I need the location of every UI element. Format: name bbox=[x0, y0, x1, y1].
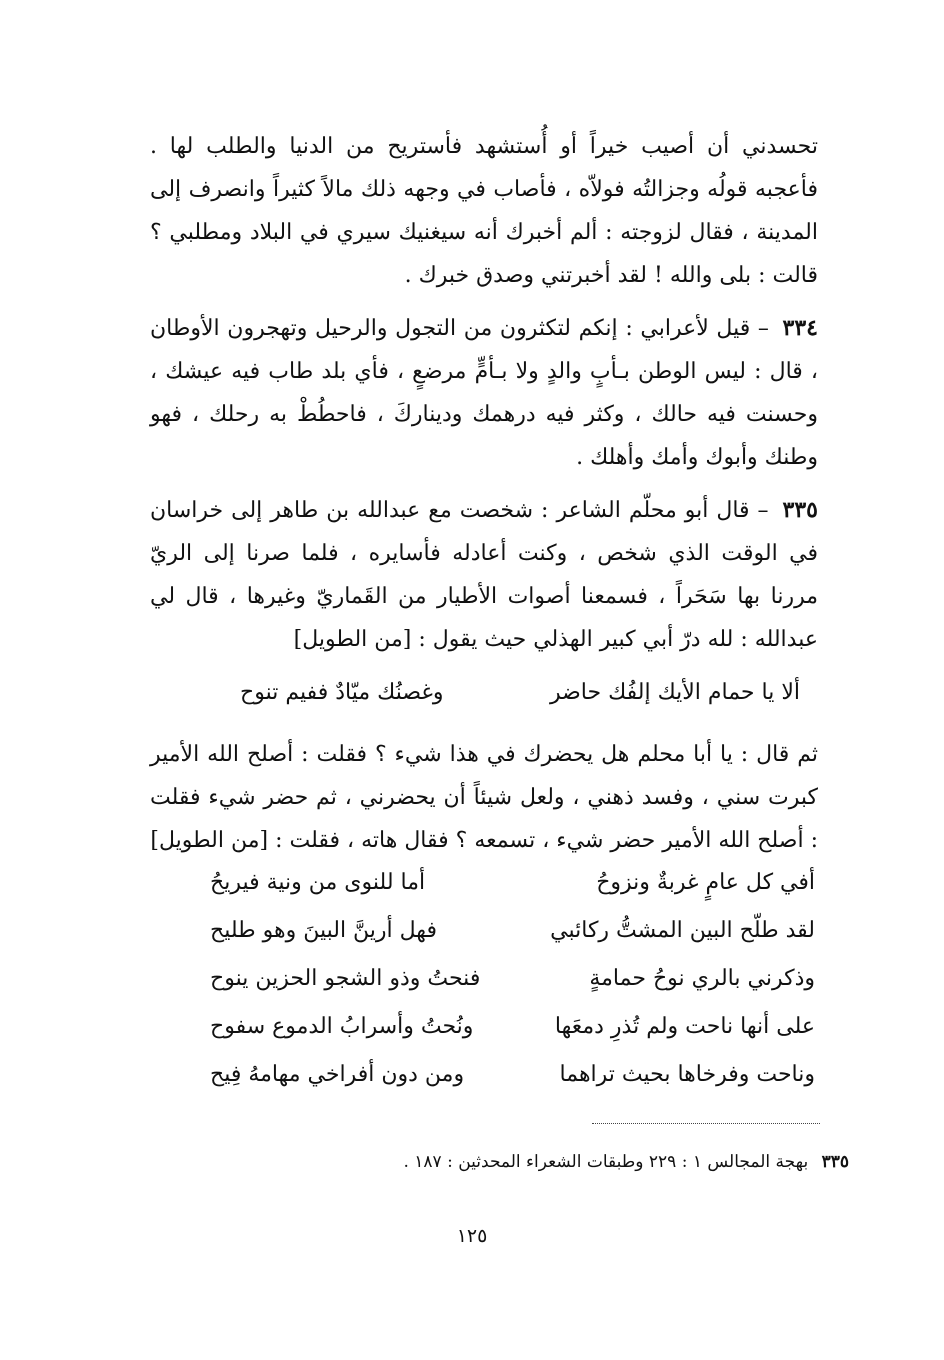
verse-second-hemistich: ونُحتُ وأسرابُ الدموع سفوح bbox=[210, 1014, 474, 1039]
main-text bbox=[150, 125, 818, 671]
paragraph-text: ثم قال : يا أبا محلم هل يحضرك في هذا شيء ؟ فقلت : أصلح الله الأمير كبرت سني ، وفسد ذهني ، ولعل شيئاً أن يحضرني ، ثم حضر شيء فقلت : أصلح الله الأمير حضر شيء ، تسمعه ؟ فقال هاته ، فقلت : [من الطويل] bbox=[150, 742, 818, 853]
paragraph-after-verse bbox=[150, 733, 818, 862]
poem bbox=[210, 870, 815, 1110]
paragraph-text: – قال أبو محلّم الشاعر : شخصت مع عبدالله بن طاهر إلى خراسان في الوقت الذي شخص ، وكنت أعادله فأسايره ، فلما صرنا إلى الريّ مررنا بها سَحَراً ، فسمعنا أصوات الأطيار من القَماريّ وغيرها ، قال لي عبدالله : لله درّ أبي كبير الهذلي حيث يقول : [من الطويل] bbox=[150, 498, 818, 652]
main-text-continued bbox=[150, 733, 818, 872]
footnote bbox=[403, 1152, 849, 1172]
poem-verse bbox=[210, 870, 815, 918]
paragraph-335 bbox=[150, 489, 818, 661]
verse-first-hemistich: على أنها ناحت ولم تُذرِ دمعَها bbox=[554, 1014, 815, 1039]
poem-verse bbox=[210, 918, 815, 966]
poem-verse bbox=[210, 1062, 815, 1110]
poem-verse bbox=[210, 966, 815, 1014]
verse-first-hemistich: وناحت وفرخاها بحيث تراهما bbox=[559, 1062, 815, 1087]
footnote-number: ٣٣٥ bbox=[821, 1152, 849, 1172]
entry-number: ٣٣٤ bbox=[782, 315, 818, 341]
verse-first-hemistich: لقد طلّح البين المشتُّ ركائبي bbox=[550, 918, 815, 943]
verse-second-hemistich: وغصنُك ميّادٌ ففيم تنوح bbox=[240, 680, 444, 705]
verse-first-hemistich: ألا يا حمام الأيك إلفُك حاضر bbox=[549, 680, 800, 705]
paragraph-text: – قيل لأعرابي : إنكم لتكثرون من التجول والرحيل وتهجرون الأوطان ، قال : ليس الوطن بـأبٍ والدٍ ولا بـأمٍّ مرضعٍ ، فأي بلد طاب فيه عيشك ، وحسنت فيه حالك ، وكثر فيه درهمك وديناركَ ، فاحطُطْ به رحلك ، فهو وطنك وأبوك وأمك وأهلك . bbox=[150, 316, 818, 470]
verse-second-hemistich: ومن دون أفراخي مهامهُ فِيح bbox=[210, 1062, 465, 1087]
verse-second-hemistich: فهل أرينَّ البينَ وهو طليح bbox=[210, 918, 437, 943]
footnote-separator bbox=[592, 1123, 820, 1124]
verse-first-hemistich: أفي كل عامٍ غربةٌ ونزوحُ bbox=[596, 870, 815, 895]
verse-second-hemistich: أما للنوى من ونية فيريحُ bbox=[210, 870, 426, 895]
paragraph-text: تحسدني أن أصيب خيراً أو أُستشهد فأستريح من الدنيا والطلب لها . فأعجبه قولُه وجزالتُه فولاّه ، فأصاب في وجهه ذلك مالاً كثيراً وانصرف إلى المدينة ، فقال لزوجته : ألم أخبرك أنه سيغنيك سيري في البلاد ومطلبي ؟ قالت : بلى والله ! لقد أخبرتني وصدق خبرك . bbox=[150, 134, 818, 288]
footnote-text: بهجة المجالس ١ : ٢٢٩ وطبقات الشعراء المحدثين : ١٨٧ . bbox=[403, 1152, 809, 1172]
page-number: ١٢٥ bbox=[456, 1225, 488, 1247]
single-verse bbox=[240, 680, 800, 720]
verse-first-hemistich: وذكرني بالري نوحُ حمامةٍ bbox=[589, 966, 815, 991]
paragraph-334 bbox=[150, 307, 818, 479]
verse-second-hemistich: فنحتُ وذو الشجو الحزين ينوح bbox=[210, 966, 481, 991]
paragraph-continuation bbox=[150, 125, 818, 297]
poem-verse bbox=[210, 1014, 815, 1062]
entry-number: ٣٣٥ bbox=[782, 497, 818, 523]
